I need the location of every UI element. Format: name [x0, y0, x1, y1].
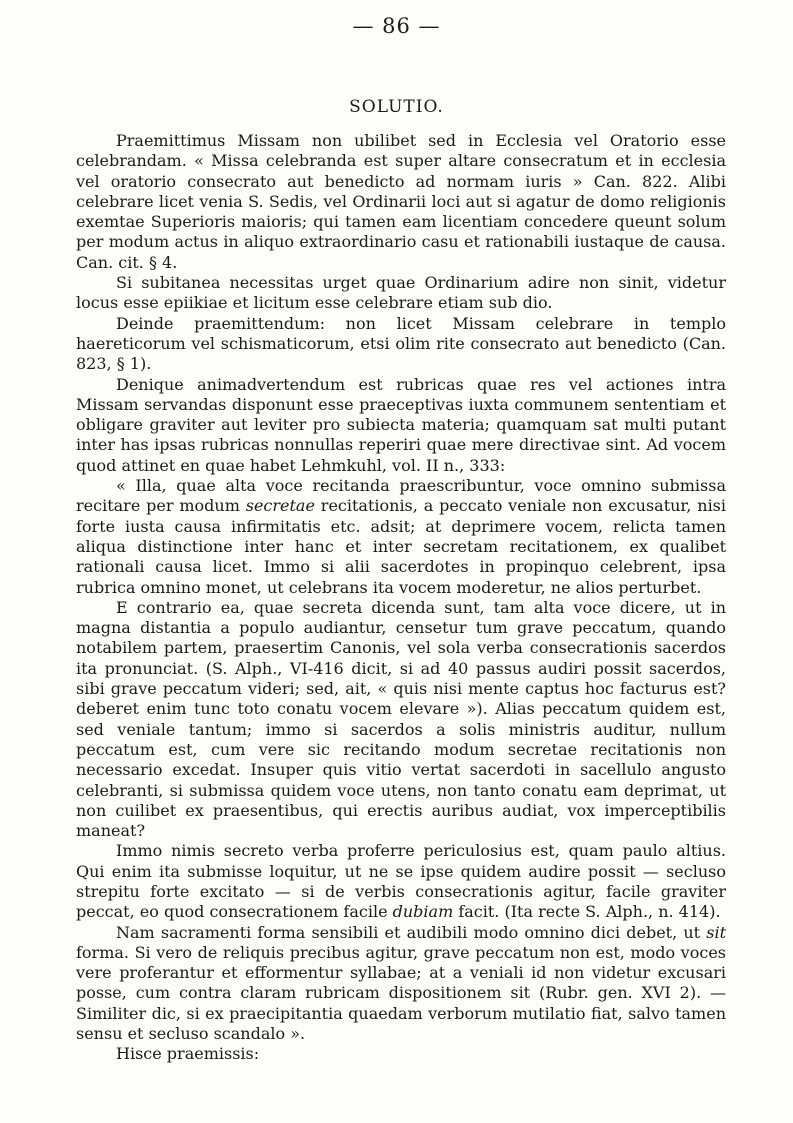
paragraph: Denique animadvertendum est rubricas quae res vel actiones intra Missam servandas disponunt esse praeceptivas iuxta communem sententiam et obligare graviter aut leviter pro subiecta materia; quamquam sat multi putant inter has ipsas rubricas nonnullas reperiri quae mere directivae sint. Ad vocem quod attinet en quae habet Lehmkuhl, vol. II n., 333:	[76, 374, 726, 475]
paragraph	[76, 923, 726, 1045]
paragraph: Hisce praemissis:	[116, 1044, 260, 1064]
quoted-paragraph	[76, 476, 726, 598]
section-heading: SOLUTIO.	[349, 97, 444, 117]
text-run: recitationis, a peccato veniale non excusatur, nisi forte iusta causa infirmitatis etc. adsit; at deprimere vocem, relicta tamen aliqua distinctione inter hanc et inter secretam recitationem, ex qualibet rationali causa licet. Immo si alii sacerdotes in propinquo celebrent, ipsa rubrica omnino monet, ut celebrans ita vocem moderetur, ne alios perturbet.	[76, 496, 727, 597]
text-run: facit. (Ita recte S. Alph., n. 414).	[453, 902, 721, 922]
paragraph	[76, 841, 726, 922]
page-number: — 86 —	[352, 14, 441, 38]
text-run: forma. Si vero de reliquis precibus agitur, grave peccatum non est, modo voces vere proferantur et efformentur syllabae; at a veniali id non videtur excusari posse, cum contra claram rubricam dispositionem sit (Rubr. gen. XVI 2). — Similiter dic, si ex praecipitantia quaedam verborum mutilatio fiat, salvo tamen sensu et secluso scandalo ».	[76, 942, 726, 1044]
paragraph: Deinde praemittendum: non licet Missam celebrare in templo haereticorum vel schismaticorum, etsi olim rite consecrato aut benedicto (Can. 823, § 1).	[76, 313, 726, 374]
italic-term: dubiam	[392, 902, 454, 922]
text-run: Nam sacramenti forma sensibili et audibili modo omnino dici debet, ut	[116, 922, 707, 942]
text-run: « Illa, quae alta voce recitanda praescribuntur, voce omnino submissa recitare per modum	[76, 476, 726, 516]
text-run: Immo nimis secreto verba proferre periculosius est, quam paulo altius. Qui enim ita submisse loquitur, ut ne se ipse quidem audire possit — secluso strepitu forte excitato — si de verbis consecrationis agitur, facile graviter peccat, eo quod consecrationem facile	[76, 841, 726, 922]
italic-term: sit	[706, 922, 726, 942]
paragraph: Si subitanea necessitas urget quae Ordinarium adire non sinit, videtur locus esse epiikiae et licitum esse celebrare etiam sub dio.	[76, 273, 726, 313]
body-text	[76, 131, 726, 1065]
italic-term: secretae	[245, 496, 315, 516]
paragraph: E contrario ea, quae secreta dicenda sunt, tam alta voce dicere, ut in magna distantia a populo audiantur, censetur tum grave peccatum, quando notabilem partem, praesertim Canonis, vel sola verba consecrationis sacerdos ita pronunciat. (S. Alph., VI-416 dicit, si ad 40 passus audiri possit sacerdos, sibi grave peccatum videri; sed, ait, « quis nisi mente captus hoc facturus est? deberet enim tunc toto conatu vocem elevare »). Alias peccatum quidem est, sed veniale tantum; immo si sacerdos a solis ministris auditur, nullum peccatum est, cum vere sic recitando modum secretae recitationis non necessario excedat. Insuper quis vitio vertat sacerdoti in sacellulo angusto celebranti, si submissa quidem voce utens, non tanto conatu eam deprimat, ut non cuilibet ex praesentibus, qui erectis auribus audiat, vox imperceptibilis maneat?	[76, 597, 726, 841]
paragraph: Praemittimus Missam non ubilibet sed in Ecclesia vel Oratorio esse celebrandam. « Missa celebranda est super altare consecratum et in ecclesia vel oratorio consecrato aut benedicto ad normam iuris » Can. 822. Alibi celebrare licet venia S. Sedis, vel Ordinarii loci aut si agatur de domo religionis exemtae Superioris maioris; qui tamen eam licentiam concedere queunt solum per modum actus in aliquo extraordinario casu et rationabili iustaque de causa. Can. cit. § 4.	[76, 131, 726, 272]
